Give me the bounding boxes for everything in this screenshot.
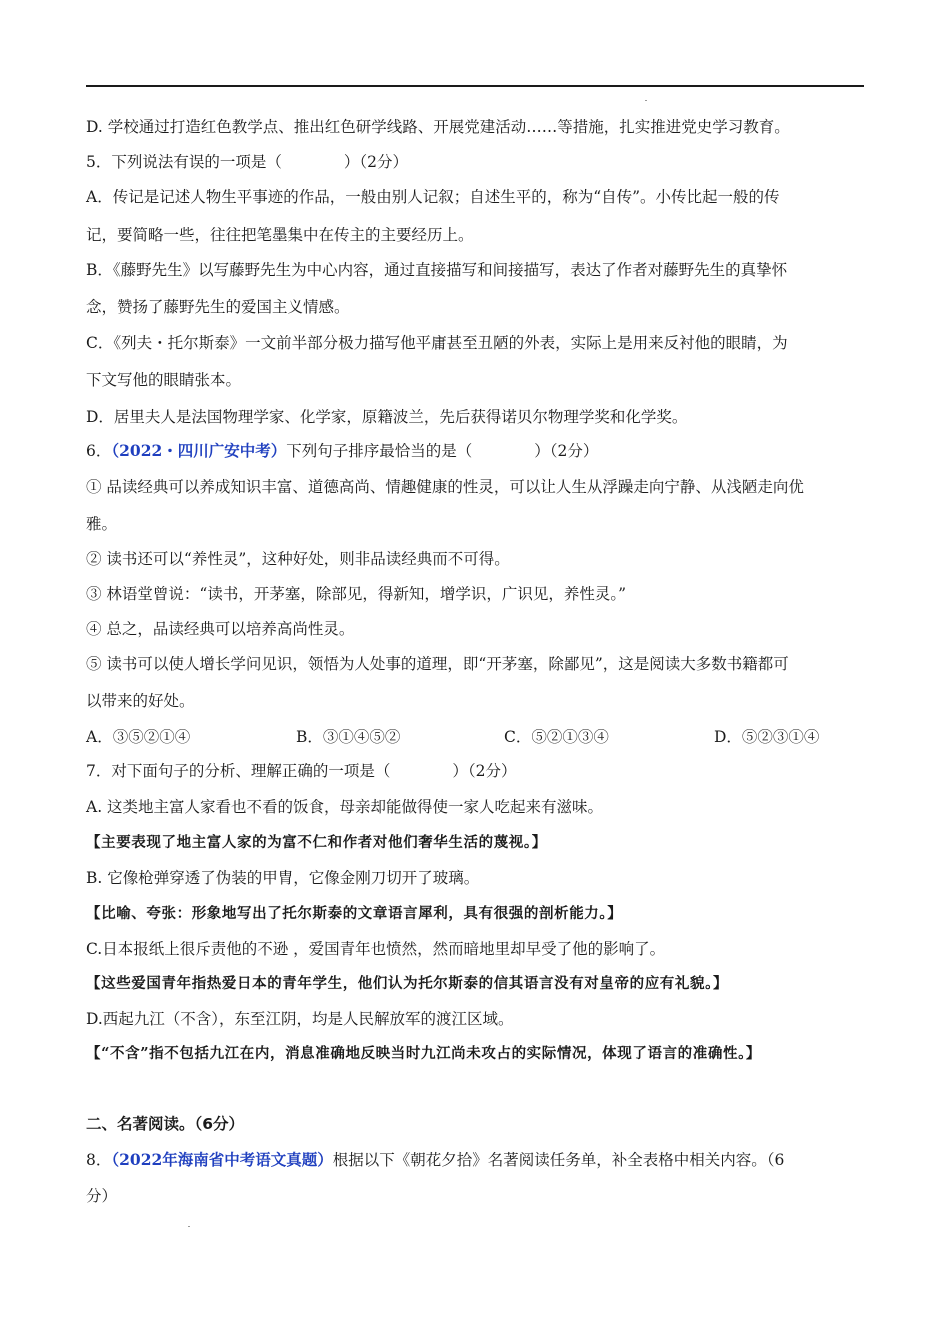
q8-number: 8． <box>86 1151 112 1169</box>
q6-sentence-2: ② 读书还可以“养性灵”，这种好处，则非品读经典而不可得。 <box>86 550 510 568</box>
q6-sentence-1-line2: 雅。 <box>86 515 118 533</box>
q6-sentence-5-line1: ⑤ 读书可以使人增长学问见识，领悟为人处事的道理，即“开茅塞，除鄙见”，这是阅读大多数书籍都可 <box>86 655 789 673</box>
q7-option-a-analysis: 【主要表现了地主富人家的为富不仁和作者对他们奢华生活的蔑视。】 <box>86 834 547 851</box>
q7-stem: 7．对下面句子的分析、理解正确的一项是（ ）（2分） <box>86 762 517 780</box>
q7-option-a: A. 这类地主富人家看也不看的饭食，母亲却能做得使一家人吃起来有滋味。 <box>86 798 604 816</box>
q6-options-row <box>86 727 866 747</box>
q6-number: 6． <box>86 442 112 460</box>
q7-option-c-analysis: 【这些爱国青年指热爱日本的青年学生，他们认为托尔斯泰的信其语言没有对皇帝的应有礼貌。】 <box>86 975 729 992</box>
q6-option-b: B．③①④⑤② <box>296 728 401 746</box>
header-rule <box>86 85 864 87</box>
q7-option-b: B. 它像枪弹穿透了伪装的甲胄，它像金刚刀切开了玻璃。 <box>86 869 480 887</box>
q6-stem-text: 下列句子排序最恰当的是（ ）（2分） <box>286 442 599 460</box>
q8-stem-line1 <box>86 1150 784 1170</box>
q6-sentence-5-line2: 以带来的好处。 <box>86 692 195 710</box>
q7-option-c: C.日本报纸上很斥责他的不逊 ，爱国青年也愤然，然而暗地里却早受了他的影响了。 <box>86 940 666 958</box>
q6-option-a: A．③⑤②①④ <box>86 728 191 746</box>
q8-stem-line2: 分） <box>86 1187 118 1205</box>
q5-option-a-line1: A．传记是记述人物生平事迹的作品，一般由别人记叙；自述生平的，称为“自传”。小传比起一般的传 <box>86 188 780 206</box>
q6-sentence-4: ④ 总之，品读经典可以培养高尚性灵。 <box>86 620 355 638</box>
q4-option-d: D. 学校通过打造红色教学点、推出红色研学线路、开展党建活动……等措施，扎实推进党史学习教育。 <box>86 118 790 136</box>
q5-option-d: D．居里夫人是法国物理学家、化学家，原籍波兰，先后获得诺贝尔物理学奖和化学奖。 <box>86 408 688 426</box>
q7-option-d-analysis: 【“不含”指不包括九江在内，消息准确地反映当时九江尚未攻占的实际情况，体现了语言的准确性。】 <box>86 1045 762 1062</box>
q8-stem-text: 根据以下《朝花夕拾》名著阅读任务单，补全表格中相关内容。（6 <box>332 1151 785 1169</box>
q6-sentence-1-line1: ① 品读经典可以养成知识丰富、道德高尚、情趣健康的性灵，可以让人生从浮躁走向宁静、从浅陋走向优 <box>86 478 804 496</box>
q5-option-c-line2: 下文写他的眼睛张本。 <box>86 371 242 389</box>
scan-speck-bottom <box>188 1226 190 1227</box>
q5-stem: 5．下列说法有误的一项是（ ）（2分） <box>86 153 408 171</box>
q6-option-c: C．⑤②①③④ <box>504 728 609 746</box>
q7-option-d: D.西起九江（不含），东至江阴，均是人民解放军的渡江区域。 <box>86 1010 514 1028</box>
q6-stem <box>86 441 598 461</box>
q7-option-b-analysis: 【比喻、夸张：形象地写出了托尔斯泰的文章语言犀利，具有很强的剖析能力。】 <box>86 905 623 922</box>
q6-option-d: D．⑤②③①④ <box>714 728 820 746</box>
q5-option-b-line2: 念，赞扬了藤野先生的爱国主义情感。 <box>86 298 350 316</box>
q8-source-tag: （2022年海南省中考语文真题） <box>111 1150 333 1169</box>
scan-speck <box>645 100 647 101</box>
section-heading-classics: 二、名著阅读。（6分） <box>86 1115 245 1133</box>
q6-source-tag: （2022・四川广安中考） <box>111 441 287 460</box>
q5-option-b-line1: B．《藤野先生》以写藤野先生为中心内容，通过直接描写和间接描写，表达了作者对藤野先生的真挚怀 <box>86 261 788 279</box>
q5-option-a-line2: 记，要简略一些，往往把笔墨集中在传主的主要经历上。 <box>86 226 474 244</box>
q5-option-c-line1: C．《列夫・托尔斯泰》一文前半部分极力描写他平庸甚至丑陋的外表，实际上是用来反衬他的眼睛，为 <box>86 334 788 352</box>
q6-sentence-3: ③ 林语堂曾说：“读书，开茅塞，除部见，得新知，增学识，广识见，养性灵。” <box>86 585 627 603</box>
